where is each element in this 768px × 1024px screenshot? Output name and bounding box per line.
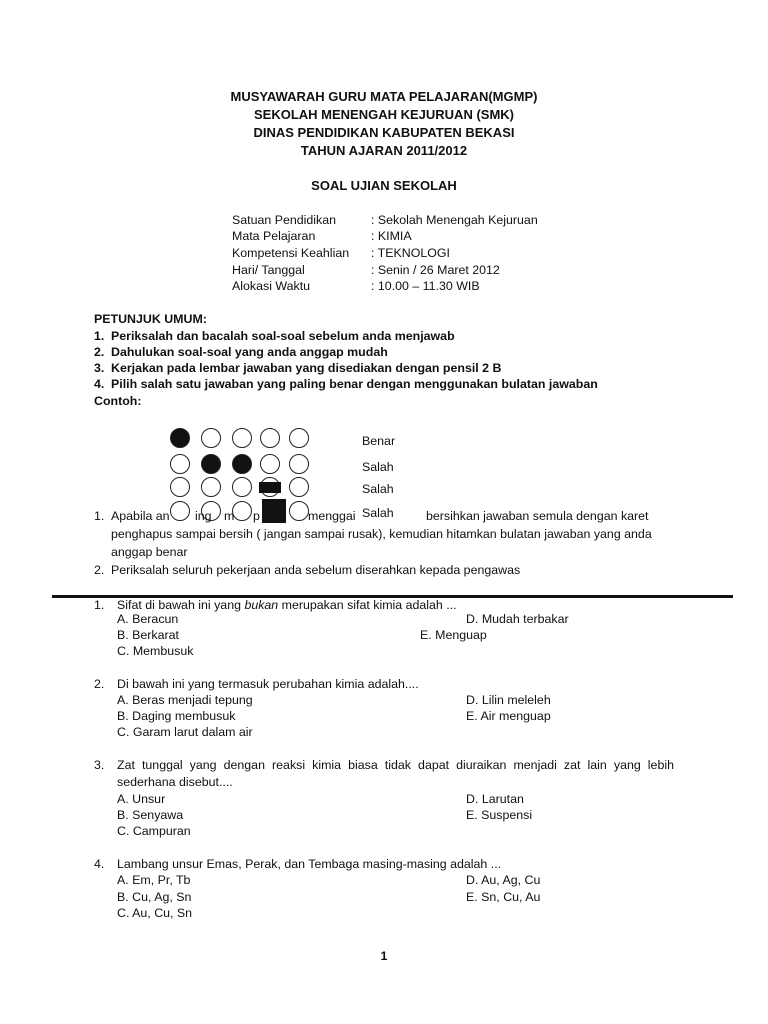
- option-e: E. Suspensi: [466, 808, 533, 822]
- header-line-2: SEKOLAH MENENGAH KEJURUAN (SMK): [253, 107, 514, 122]
- bubble-empty: [289, 428, 309, 448]
- question-stem: Zat tunggal yang dengan reaksi kimia biasa tidak dapat diuraikan menjadi zat lain yang lebih: [117, 758, 674, 772]
- page-number: 1: [380, 949, 388, 963]
- question-number: 2.: [94, 677, 105, 691]
- info-value: : TEKNOLOGI: [371, 246, 450, 260]
- option-a: A. Em, Pr, Tb: [117, 873, 191, 887]
- note-text-fragment: menggai: [308, 509, 356, 523]
- question-stem: Lambang unsur Emas, Perak, dan Tembaga masing-masing adalah ...: [117, 857, 502, 871]
- note-text: penghapus sampai bersih ( jangan sampai rusak), kemudian hitamkan bulatan jawaban yang anda: [111, 527, 652, 541]
- instruction-text: Pilih salah satu jawaban yang paling benar dengan menggunakan bulatan jawaban: [111, 377, 598, 391]
- bubble-empty: [201, 428, 221, 448]
- info-label: Satuan Pendidikan: [232, 213, 337, 227]
- note-text-fragment: m: [224, 509, 235, 523]
- bubble-empty: [289, 454, 309, 474]
- instruction-num: 4.: [94, 377, 105, 391]
- note-num: 1.: [94, 509, 105, 523]
- info-value: : KIMIA: [371, 229, 412, 243]
- bubble-empty: [170, 477, 190, 497]
- question-number: 3.: [94, 758, 105, 772]
- option-c: C. Membusuk: [117, 644, 194, 658]
- option-d: D. Lilin meleleh: [466, 693, 551, 707]
- instruction-num: 2.: [94, 345, 105, 359]
- bubble-empty: [201, 477, 221, 497]
- info-value: : 10.00 – 11.30 WIB: [371, 279, 480, 293]
- info-label: Kompetensi Keahlian: [232, 246, 350, 260]
- bubble-filled: [232, 454, 252, 474]
- stem-text: merupakan sifat kimia adalah ...: [278, 598, 457, 612]
- instruction-num: 1.: [94, 329, 105, 343]
- bubble-empty: [289, 477, 309, 497]
- option-b: B. Senyawa: [117, 808, 184, 822]
- instruction-num: 3.: [94, 361, 105, 375]
- question-stem: Di bawah ini yang termasuk perubahan kimia adalah....: [117, 677, 419, 691]
- example-result-label: Salah: [362, 482, 394, 496]
- instructions-title: PETUNJUK UMUM:: [94, 312, 207, 326]
- example-result-label: Salah: [362, 460, 394, 474]
- option-c: C. Campuran: [117, 824, 191, 838]
- note-text-fragment: p: [253, 509, 260, 523]
- info-label: Hari/ Tanggal: [232, 263, 305, 277]
- info-label: Alokasi Waktu: [232, 279, 311, 293]
- option-b: B. Cu, Ag, Sn: [117, 890, 192, 904]
- question-number: 1.: [94, 598, 105, 612]
- header-line-1: MUSYAWARAH GURU MATA PELAJARAN(MGMP): [230, 89, 538, 104]
- bubble-empty: [170, 454, 190, 474]
- question-number: 4.: [94, 857, 105, 871]
- note-text: anggap benar: [111, 545, 188, 559]
- bubble-empty: [232, 477, 252, 497]
- option-c: C. Au, Cu, Sn: [117, 906, 193, 920]
- option-a: A. Beracun: [117, 612, 179, 626]
- option-b: B. Daging membusuk: [117, 709, 236, 723]
- bubble-empty: [232, 501, 252, 521]
- note-text: Periksalah seluruh pekerjaan anda sebelum diserahkan kepada pengawas: [111, 563, 521, 577]
- bubble-empty: [260, 454, 280, 474]
- info-value: : Sekolah Menengah Kejuruan: [371, 213, 538, 227]
- header-line-3: DINAS PENDIDIKAN KABUPATEN BEKASI: [253, 125, 515, 140]
- instruction-text: Periksalah dan bacalah soal-soal sebelum anda menjawab: [111, 329, 455, 343]
- option-e: E. Sn, Cu, Au: [466, 890, 541, 904]
- option-c: C. Garam larut dalam air: [117, 725, 253, 739]
- stem-text: Sifat di bawah ini yang: [117, 598, 245, 612]
- option-e: E. Menguap: [420, 628, 487, 642]
- info-label: Mata Pelajaran: [232, 229, 316, 243]
- square-mark: [262, 499, 286, 523]
- example-label: Contoh:: [94, 394, 142, 408]
- header-line-4: TAHUN AJARAN 2011/2012: [300, 143, 468, 158]
- bubble-empty: [260, 428, 280, 448]
- option-a: A. Unsur: [117, 792, 166, 806]
- exam-title: SOAL UJIAN SEKOLAH: [311, 178, 457, 193]
- option-d: D. Mudah terbakar: [466, 612, 569, 626]
- example-result-label: Salah: [362, 506, 394, 520]
- instruction-text: Dahulukan soal-soal yang anda anggap mudah: [111, 345, 388, 359]
- bubble-filled: [170, 428, 190, 448]
- note-num: 2.: [94, 563, 105, 577]
- partial-mark: [259, 482, 281, 493]
- note-text-fragment: bersihkan jawaban semula dengan karet: [426, 509, 649, 523]
- option-b: B. Berkarat: [117, 628, 179, 642]
- stem-emphasis: bukan: [244, 598, 279, 612]
- option-e: E. Air menguap: [466, 709, 551, 723]
- bubble-empty: [289, 501, 309, 521]
- option-a: A. Beras menjadi tepung: [117, 693, 253, 707]
- option-d: D. Larutan: [466, 792, 524, 806]
- bubble-empty: [232, 428, 252, 448]
- note-text-fragment: Apabila an: [111, 509, 170, 523]
- instruction-text: Kerjakan pada lembar jawaban yang disediakan dengan pensil 2 B: [111, 361, 502, 375]
- option-d: D. Au, Ag, Cu: [466, 873, 541, 887]
- bubble-filled: [201, 454, 221, 474]
- question-stem-continued: sederhana disebut....: [117, 775, 233, 789]
- note-text-fragment: ing: [195, 509, 212, 523]
- info-value: : Senin / 26 Maret 2012: [371, 263, 500, 277]
- example-result-label: Benar: [362, 434, 396, 448]
- bubble-empty: [170, 501, 190, 521]
